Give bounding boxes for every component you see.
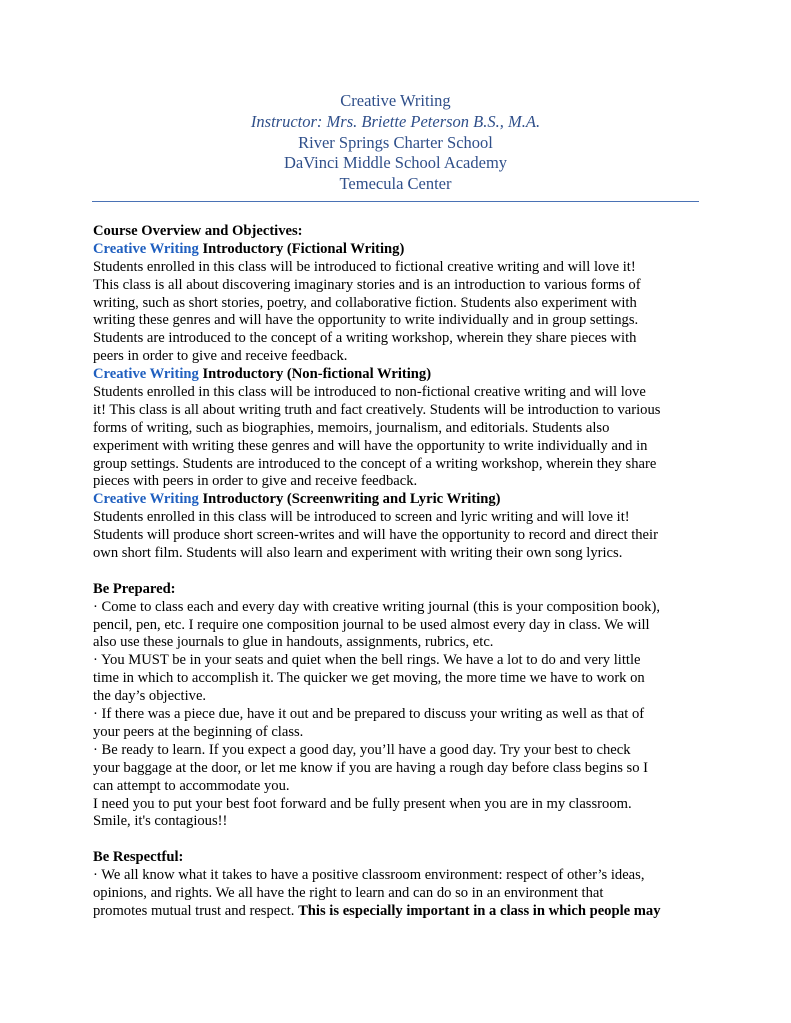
paragraph-line: pencil, pen, etc. I require one composition journal to be used almost every day in class. We will bbox=[93, 616, 650, 633]
section-title: Introductory (Non-fictional Writing) bbox=[198, 366, 432, 383]
academy-name: DaVinci Middle School Academy bbox=[283, 153, 508, 173]
prepared-heading: Be Prepared: bbox=[93, 580, 176, 597]
section-title: Introductory (Fictional Writing) bbox=[198, 240, 405, 257]
section-title: Introductory (Screenwriting and Lyric Writing) bbox=[198, 491, 501, 508]
section-spacer bbox=[93, 563, 703, 581]
paragraph-line: Students will produce short screen-writes and will have the opportunity to record and direct their bbox=[93, 527, 658, 544]
paragraph-line: own short film. Students will also learn and experiment with writing their own song lyrics. bbox=[93, 545, 623, 562]
creative-writing-link[interactable]: Creative Writing bbox=[93, 366, 199, 383]
section-spacer bbox=[93, 831, 703, 849]
paragraph-line: also use these journals to glue in handouts, assignments, rubrics, etc. bbox=[93, 634, 494, 651]
center-name: Temecula Center bbox=[339, 174, 452, 194]
paragraph-line: your baggage at the door, or let me know if you are having a rough day before class begins so I bbox=[93, 759, 649, 776]
paragraph-line: Smile, it's contagious!! bbox=[93, 813, 228, 830]
emphasized-text: This is especially important in a class in which people may bbox=[298, 902, 661, 919]
document-header bbox=[92, 91, 699, 195]
paragraph-line: writing, such as short stories, poetry, and collaborative fiction. Students also experiment with bbox=[93, 294, 637, 311]
paragraph-line: opinions, and rights. We all have the right to learn and can do so in an environment that bbox=[93, 884, 604, 901]
course-title: Creative Writing bbox=[340, 91, 451, 110]
header-divider bbox=[92, 201, 699, 202]
paragraph-line: Students are introduced to the concept of a writing workshop, wherein they share pieces with bbox=[93, 330, 637, 347]
paragraph-line: group settings. Students are introduced to the concept of a writing workshop, wherein they share bbox=[93, 455, 657, 472]
paragraph-line: I need you to put your best foot forward and be fully present when you are in my classroom. bbox=[93, 795, 632, 812]
instructor-line: Instructor: Mrs. Briette Peterson B.S., M.A. bbox=[250, 111, 541, 131]
paragraph-line: Students enrolled in this class will be introduced to non-fictional creative writing and will love bbox=[93, 384, 646, 401]
school-name: River Springs Charter School bbox=[298, 132, 493, 152]
paragraph-line: writing these genres and will have the opportunity to write individually and in group settings. bbox=[93, 312, 639, 329]
paragraph-line: · If there was a piece due, have it out and be prepared to discuss your writing as well as that of bbox=[93, 706, 645, 723]
paragraph-line: Students enrolled in this class will be introduced to fictional creative writing and will love it! bbox=[93, 258, 636, 275]
paragraph-line: · You MUST be in your seats and quiet when the bell rings. We have a lot to do and very little bbox=[93, 652, 641, 669]
paragraph-line: experiment with writing these genres and will have the opportunity to write individually and in bbox=[93, 437, 648, 454]
plain-text: promotes mutual trust and respect. bbox=[93, 902, 299, 919]
overview-heading: Course Overview and Objectives: bbox=[93, 223, 303, 239]
respectful-heading: Be Respectful: bbox=[93, 849, 184, 866]
paragraph-line: your peers at the beginning of class. bbox=[93, 723, 304, 740]
section-heading-screenwriting bbox=[93, 491, 703, 509]
paragraph-line: · Be ready to learn. If you expect a good day, you’ll have a good day. Try your best to check bbox=[93, 741, 631, 758]
paragraph-line: can attempt to accommodate you. bbox=[93, 777, 290, 794]
paragraph-line: the day’s objective. bbox=[93, 688, 207, 705]
creative-writing-link[interactable]: Creative Writing bbox=[93, 491, 199, 508]
paragraph-line: · We all know what it takes to have a positive classroom environment: respect of other’s ideas, bbox=[93, 867, 645, 884]
paragraph-line: it! This class is all about writing truth and fact creatively. Students will be introduction to various bbox=[93, 401, 661, 418]
paragraph-line: peers in order to give and receive feedback. bbox=[93, 348, 348, 365]
paragraph-line: forms of writing, such as biographies, memoirs, journalism, and editorials. Students also bbox=[93, 419, 610, 436]
section-heading-nonfictional bbox=[93, 366, 703, 384]
section-heading-fictional bbox=[93, 241, 703, 259]
creative-writing-link[interactable]: Creative Writing bbox=[93, 240, 199, 257]
document-body bbox=[93, 223, 703, 921]
paragraph-line: · Come to class each and every day with creative writing journal (this is your composition book), bbox=[93, 598, 660, 615]
paragraph-line bbox=[93, 903, 703, 921]
paragraph-line: time in which to accomplish it. The quicker we get moving, the more time we have to work on bbox=[93, 670, 645, 687]
paragraph-line: Students enrolled in this class will be introduced to screen and lyric writing and will love it! bbox=[93, 509, 630, 526]
paragraph-line: pieces with peers in order to give and receive feedback. bbox=[93, 473, 418, 490]
paragraph-line: This class is all about discovering imaginary stories and is an introduction to various forms of bbox=[93, 276, 641, 293]
